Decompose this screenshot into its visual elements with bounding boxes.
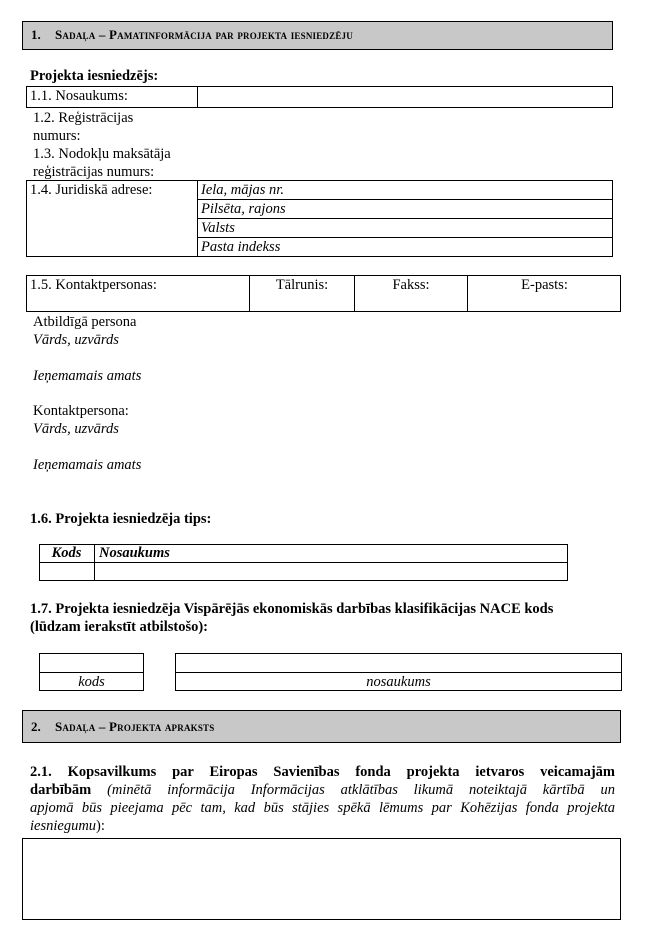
section-1-title: Sadaļa – Pamatinformācija par projekta iesniedzēju	[55, 27, 353, 42]
responsible-position[interactable]: Ieņemamais amats	[33, 368, 142, 384]
section-2-header	[22, 710, 621, 743]
contact-name[interactable]: Vārds, uzvārds	[33, 421, 119, 437]
nace-heading-2: (lūdzam ierakstīt atbilstošo):	[30, 619, 209, 635]
nace-heading-1: 1.7. Projekta iesniedzēja Vispārējās ekonomiskās darbības klasifikācijas NACE kods	[30, 601, 554, 617]
name-label: 1.1. Nosaukums:	[30, 88, 128, 104]
type-name-header: Nosaukums	[99, 545, 170, 561]
contact-position[interactable]: Ieņemamais amats	[33, 457, 142, 473]
summary-closing: ):	[96, 818, 105, 834]
section-2-title: Sadaļa – Projekta apraksts	[55, 719, 215, 734]
name-field[interactable]	[199, 88, 611, 106]
address-city[interactable]: Pilsēta, rajons	[201, 201, 286, 217]
address-postcode[interactable]: Pasta indekss	[201, 239, 281, 255]
summary-italic-2: (minētā informācija Informācijas atklātības likumā noteiktajā kārtībā un	[107, 782, 616, 798]
phone-header: Tālrunis:	[275, 277, 329, 293]
reg-label-2: numurs:	[33, 128, 81, 144]
fax-header: Fakss:	[392, 277, 430, 293]
address-street[interactable]: Iela, mājas nr.	[201, 182, 284, 198]
responsible-heading: Atbildīgā persona	[33, 314, 137, 330]
summary-textbox[interactable]	[22, 838, 621, 920]
nace-code-caption: kods	[78, 674, 105, 690]
type-heading: 1.6. Projekta iesniedzēja tips:	[30, 511, 212, 527]
section-2-number: 2.	[31, 719, 41, 734]
contact-heading: Kontaktpersona:	[33, 403, 129, 419]
summary-line-4	[30, 818, 105, 835]
tax-label-1: 1.3. Nodokļu maksātāja	[33, 146, 171, 162]
tax-label-2: reģistrācijas numurs:	[33, 164, 155, 180]
contacts-label: 1.5. Kontaktpersonas:	[30, 277, 157, 293]
address-label: 1.4. Juridiskā adrese:	[30, 182, 153, 198]
section-1-header	[22, 21, 613, 50]
summary-line-2	[30, 782, 615, 799]
type-code-header: Kods	[51, 545, 82, 561]
summary-bold-2: darbībām	[30, 782, 92, 798]
summary-line-1: 2.1. Kopsavilkums par Eiropas Savienības fonda projekta ietvaros veicamajām	[30, 764, 615, 780]
applicant-heading: Projekta iesniedzējs:	[30, 68, 159, 84]
section-1-number: 1.	[31, 27, 41, 42]
summary-line-3: apjomā būs pieejama pēc tam, kad būs stājies spēkā lēmums par Kohēzijas fonda projekta	[30, 800, 615, 816]
address-country[interactable]: Valsts	[201, 220, 235, 236]
reg-label-1: 1.2. Reģistrācijas	[33, 110, 134, 126]
nace-name-caption: nosaukums	[366, 674, 431, 690]
summary-italic-4: iesniegumu	[30, 818, 97, 834]
responsible-name[interactable]: Vārds, uzvārds	[33, 332, 119, 348]
email-header: E-pasts:	[521, 277, 568, 293]
